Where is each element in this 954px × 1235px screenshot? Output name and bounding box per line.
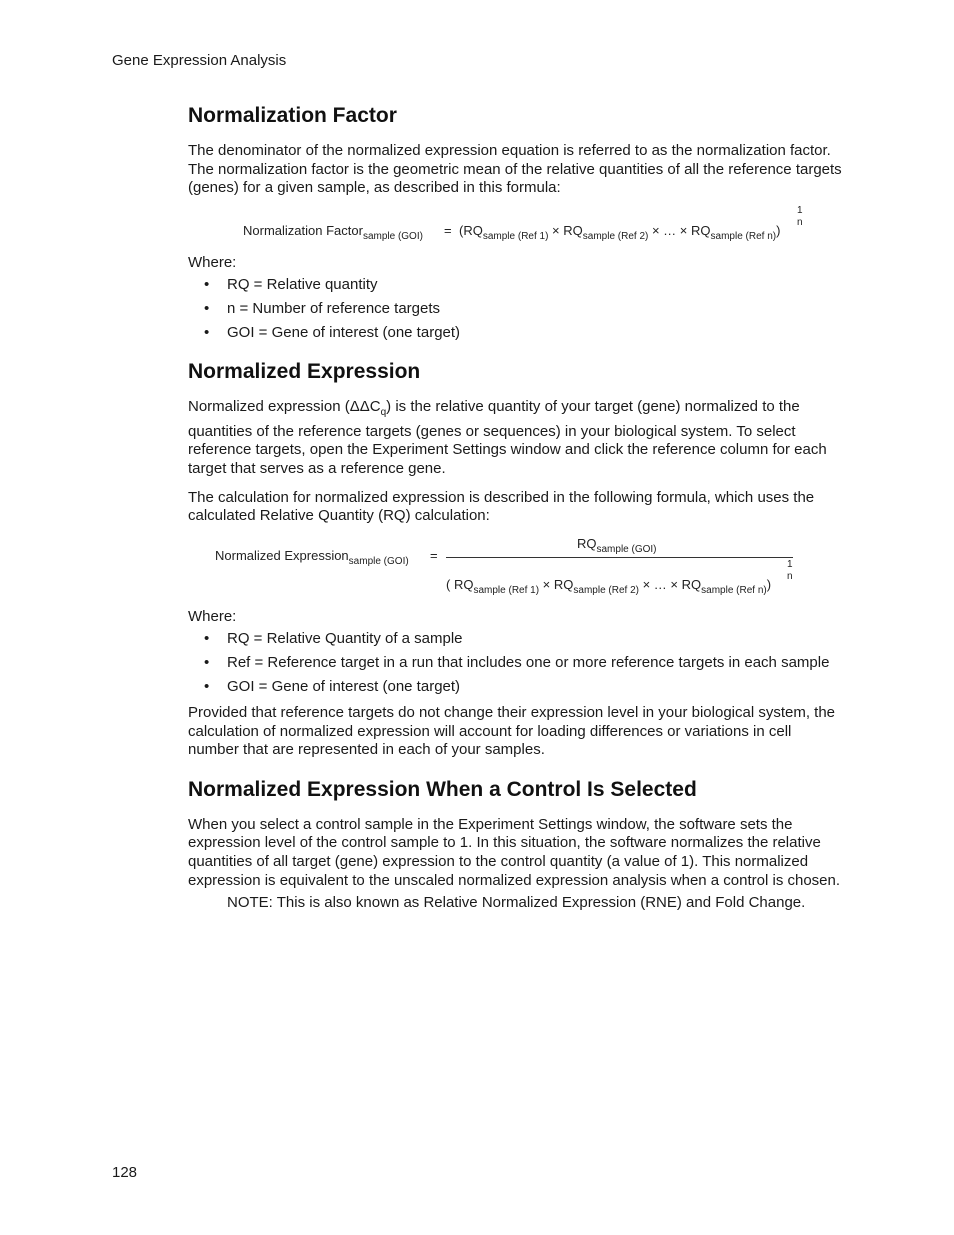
formula-exponent-denominator: n [797, 216, 803, 228]
formula-denominator: ( $RQ_{sample (Ref 1)} \times RQ_{sample (Ref 2)}$ × … × $RQ_{sample (Ref n)}$) [446, 576, 772, 596]
section-control-selected [188, 778, 843, 913]
note: NOTE: This is also known as Relative Normalized Expression (RNE) and Fold Change. [227, 894, 806, 912]
where-label: Where: [188, 253, 237, 271]
formula-exponent-numerator: 1 [787, 558, 793, 570]
formula-lhs: Normalized Expression$_{sample (GOI)}$ [215, 547, 409, 567]
list-item: • Ref = Reference target in a run that includes one or more reference targets in each sample [188, 654, 843, 673]
fraction-line [446, 557, 793, 558]
formula-equals: = [444, 222, 452, 238]
formula-numerator: $RQ_{sample (GOI)}$ [577, 535, 657, 555]
paragraph: Provided that reference targets do not change their expression level in your biological system, the calculation of normalized expression will account for loading differences or variations in cell number that are represented in each of your samples. [188, 704, 836, 759]
formula-equals: = [430, 547, 438, 563]
running-header: Gene Expression Analysis [112, 52, 287, 69]
list-item: • GOI = Gene of interest (one target) [188, 324, 843, 343]
section-title: Normalization Factor [188, 104, 397, 127]
paragraph: Normalized expression $(\Delta\Delta C_q)$ is the relative quantity of your target (gene) normalized to the quantities of the reference targets (genes or sequences) in your biological system. To select reference targets, open the Experiment Settings window and click the reference column for each target that serves as a reference gene. [188, 398, 827, 477]
list-item: • RQ = Relative quantity [188, 276, 843, 295]
formula-lhs: Normalization Factor$_{sample (GOI)}$ [243, 222, 423, 242]
intro-paragraph: The denominator of the normalized expression equation is referred to as the normalization factor. The normalization factor is the geometric mean of the relative quantities of all the reference targets (genes) for a given sample, as described in this formula: [188, 142, 842, 197]
where-label: Where: [188, 607, 237, 625]
list-item: • RQ = Relative Quantity of a sample [188, 630, 843, 649]
formula-exponent-numerator: 1 [797, 204, 803, 216]
page-content [188, 104, 843, 931]
section-title: Normalized Expression When a Control Is Selected [188, 777, 697, 801]
paragraph: When you select a control sample in the Experiment Settings window, the software sets the expression level of the control sample to 1. In this situation, the software normalizes the relative quantities of all target (gene) expression to the control quantity (a value of 1). This normalized expression is equivalent to the unscaled normalized expression analysis when a control is chosen. [188, 815, 841, 889]
normalization-factor-formula [188, 204, 843, 248]
formula-rhs: ($RQ_{sample (Ref 1)} \times RQ_{sample (Ref 2)}$ × … × $RQ_{sample (Ref n)}$) [459, 222, 781, 242]
definition-list [188, 630, 843, 696]
paragraph: The calculation for normalized expression is described in the following formula, which uses the calculated Relative Quantity (RQ) calculation: [188, 488, 815, 525]
section-normalized-expression [188, 360, 843, 760]
definition-list [188, 276, 843, 342]
page-number: 128 [112, 1164, 138, 1181]
list-item: • n = Number of reference targets [188, 300, 843, 319]
normalized-expression-formula [188, 536, 843, 600]
section-title: Normalized Expression [188, 360, 421, 384]
list-item: • GOI = Gene of interest (one target) [188, 678, 843, 697]
section-normalization-factor [188, 104, 843, 342]
formula-exponent-denominator: n [787, 570, 793, 582]
